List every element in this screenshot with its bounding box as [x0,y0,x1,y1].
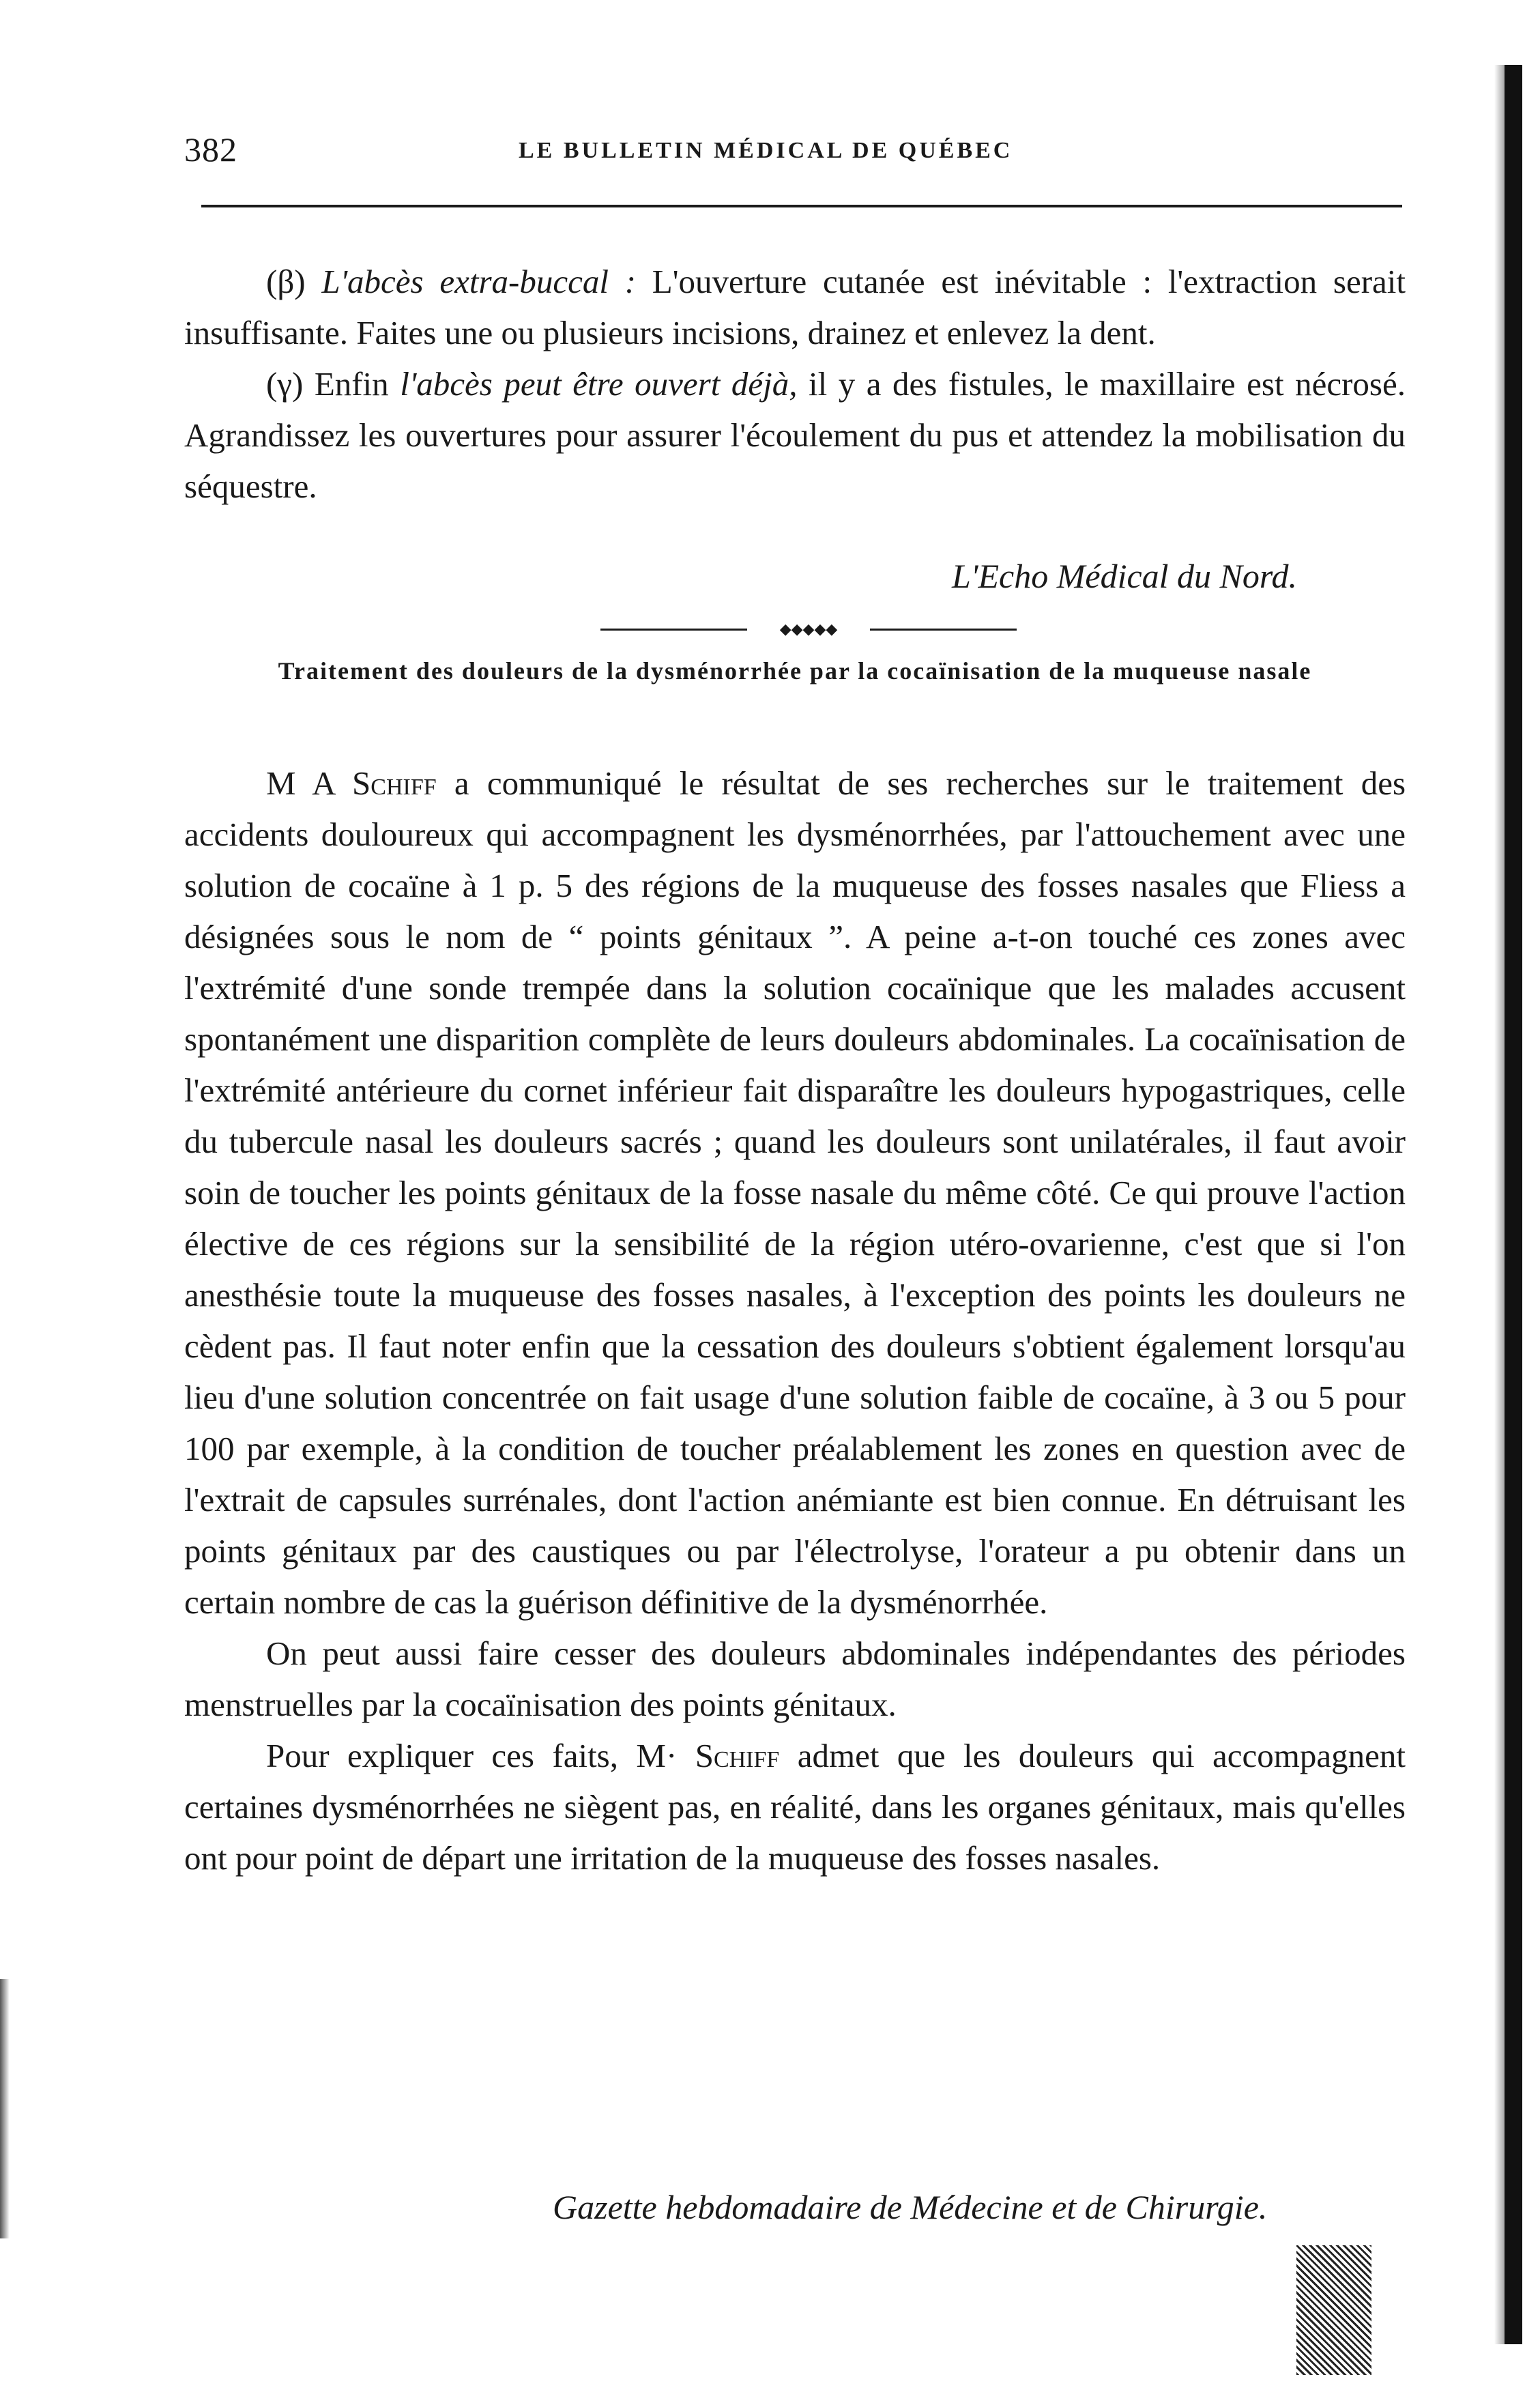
paragraph-beta [184,256,1406,358]
article-title: Traitement des douleurs de la dysménorrhée par la cocaïnisation de la muqueuse nasale [278,657,1312,685]
source-gazette: Gazette hebdomadaire de Médecine et de Chirurgie. [553,2188,1268,2226]
ornamental-separator [600,622,1017,636]
gamma-label: (γ) [266,365,304,403]
header-rule [201,205,1402,207]
author-prefix: M A [266,764,334,802]
separator-ornament: ◆◆◆◆◆ [747,622,870,636]
author-name: Schiff [352,764,437,802]
scan-edge-left [0,1979,10,2238]
beta-title: L'abcès extra-buccal : [321,263,637,300]
source-echo-medical: L'Echo Médical du Nord. [952,557,1298,595]
paragraph-gamma [184,358,1406,512]
gamma-text: il y a des fistules, le maxillaire est nécrosé. Agrandissez les ouvertures pour assurer l'écoulement du pus et attendez la mobilisation du séquestre. [184,365,1406,505]
paragraph-1-text: a communiqué le résultat de ses recherches sur le traitement des accidents douloureux qui accompagnent les dysménorrhées, par l'attouchement avec une solution de cocaïne à 1 p. 5 des régions de la muqueuse des fosses nasales que Fliess a désignées sous le nom de “ points génitaux ”. A peine a-t-on touché ces zones avec l'extrémité d'une sonde trempée dans la solution cocaïnique que les malades accusent spontanément une disparition complète de leurs douleurs abdominales. La cocaïnisation de l'extrémité antérieure du cornet inférieur fait disparaître les douleurs hypogastriques, celle du tubercule nasal les douleurs sacrés ; quand les douleurs sont unilatérales, il faut avoir soin de toucher les points génitaux de la fosse nasale du même côté. Ce qui prouve l'action élective de ces régions sur la sensibilité de la région utéro-ovarienne, c'est que si l'on anesthésie toute la muqueuse des fosses nasales, à l'exception des points les douleurs ne cèdent pas. Il faut noter enfin que la cessation des douleurs s'obtient également lorsqu'au lieu d'une solution concentrée on fait usage d'une solution faible de cocaïne, à 3 ou 5 pour 100 par exemple, à la condition de toucher préalablement les zones en question avec de l'extrait de capsules surrénales, dont l'action anémiante est bien connue. En détruisant les points génitaux par des caustiques ou par l'électrolyse, l'orateur a pu obtenir dans un certain nombre de cas la guérison définitive de la dysménorrhée. [184,764,1406,1621]
paragraph-3-lead: Pour expliquer ces faits, M· [266,1737,678,1774]
article-paragraph-1 [184,758,1406,1628]
page-header [184,130,1399,177]
running-head: LE BULLETIN MÉDICAL DE QUÉBEC [519,138,1013,163]
paragraph-3-text: admet que les douleurs qui accompagnent certaines dysménorrhées ne siègent pas, en réalité, dans les organes génitaux, mais qu'elles ont pour point de départ une irritation de la muqueuse des fosses nasales. [184,1737,1406,1877]
beta-text: L'ouverture cutanée est inévitable : l'extraction serait insuffisante. Faites une ou plusieurs incisions, drainez et enlevez la dent. [184,263,1406,351]
article-paragraph-2: On peut aussi faire cesser des douleurs abdominales indépendantes des périodes menstruelles par la cocaïnisation des points génitaux. [184,1634,1406,1723]
author-name-2: Schiff [695,1737,780,1774]
section-top [184,256,1406,512]
scan-edge-right [1505,65,1522,2344]
scan-corner-noise [1296,2245,1371,2375]
beta-label: (β) [266,263,306,300]
page-number: 382 [184,130,237,169]
article-paragraph-3 [184,1730,1406,1884]
article-body [184,758,1406,1884]
gamma-title: l'abcès peut être ouvert déjà, [400,365,798,403]
gamma-lead: Enfin [314,365,389,403]
scan-edge-shadow [1494,65,1505,2344]
